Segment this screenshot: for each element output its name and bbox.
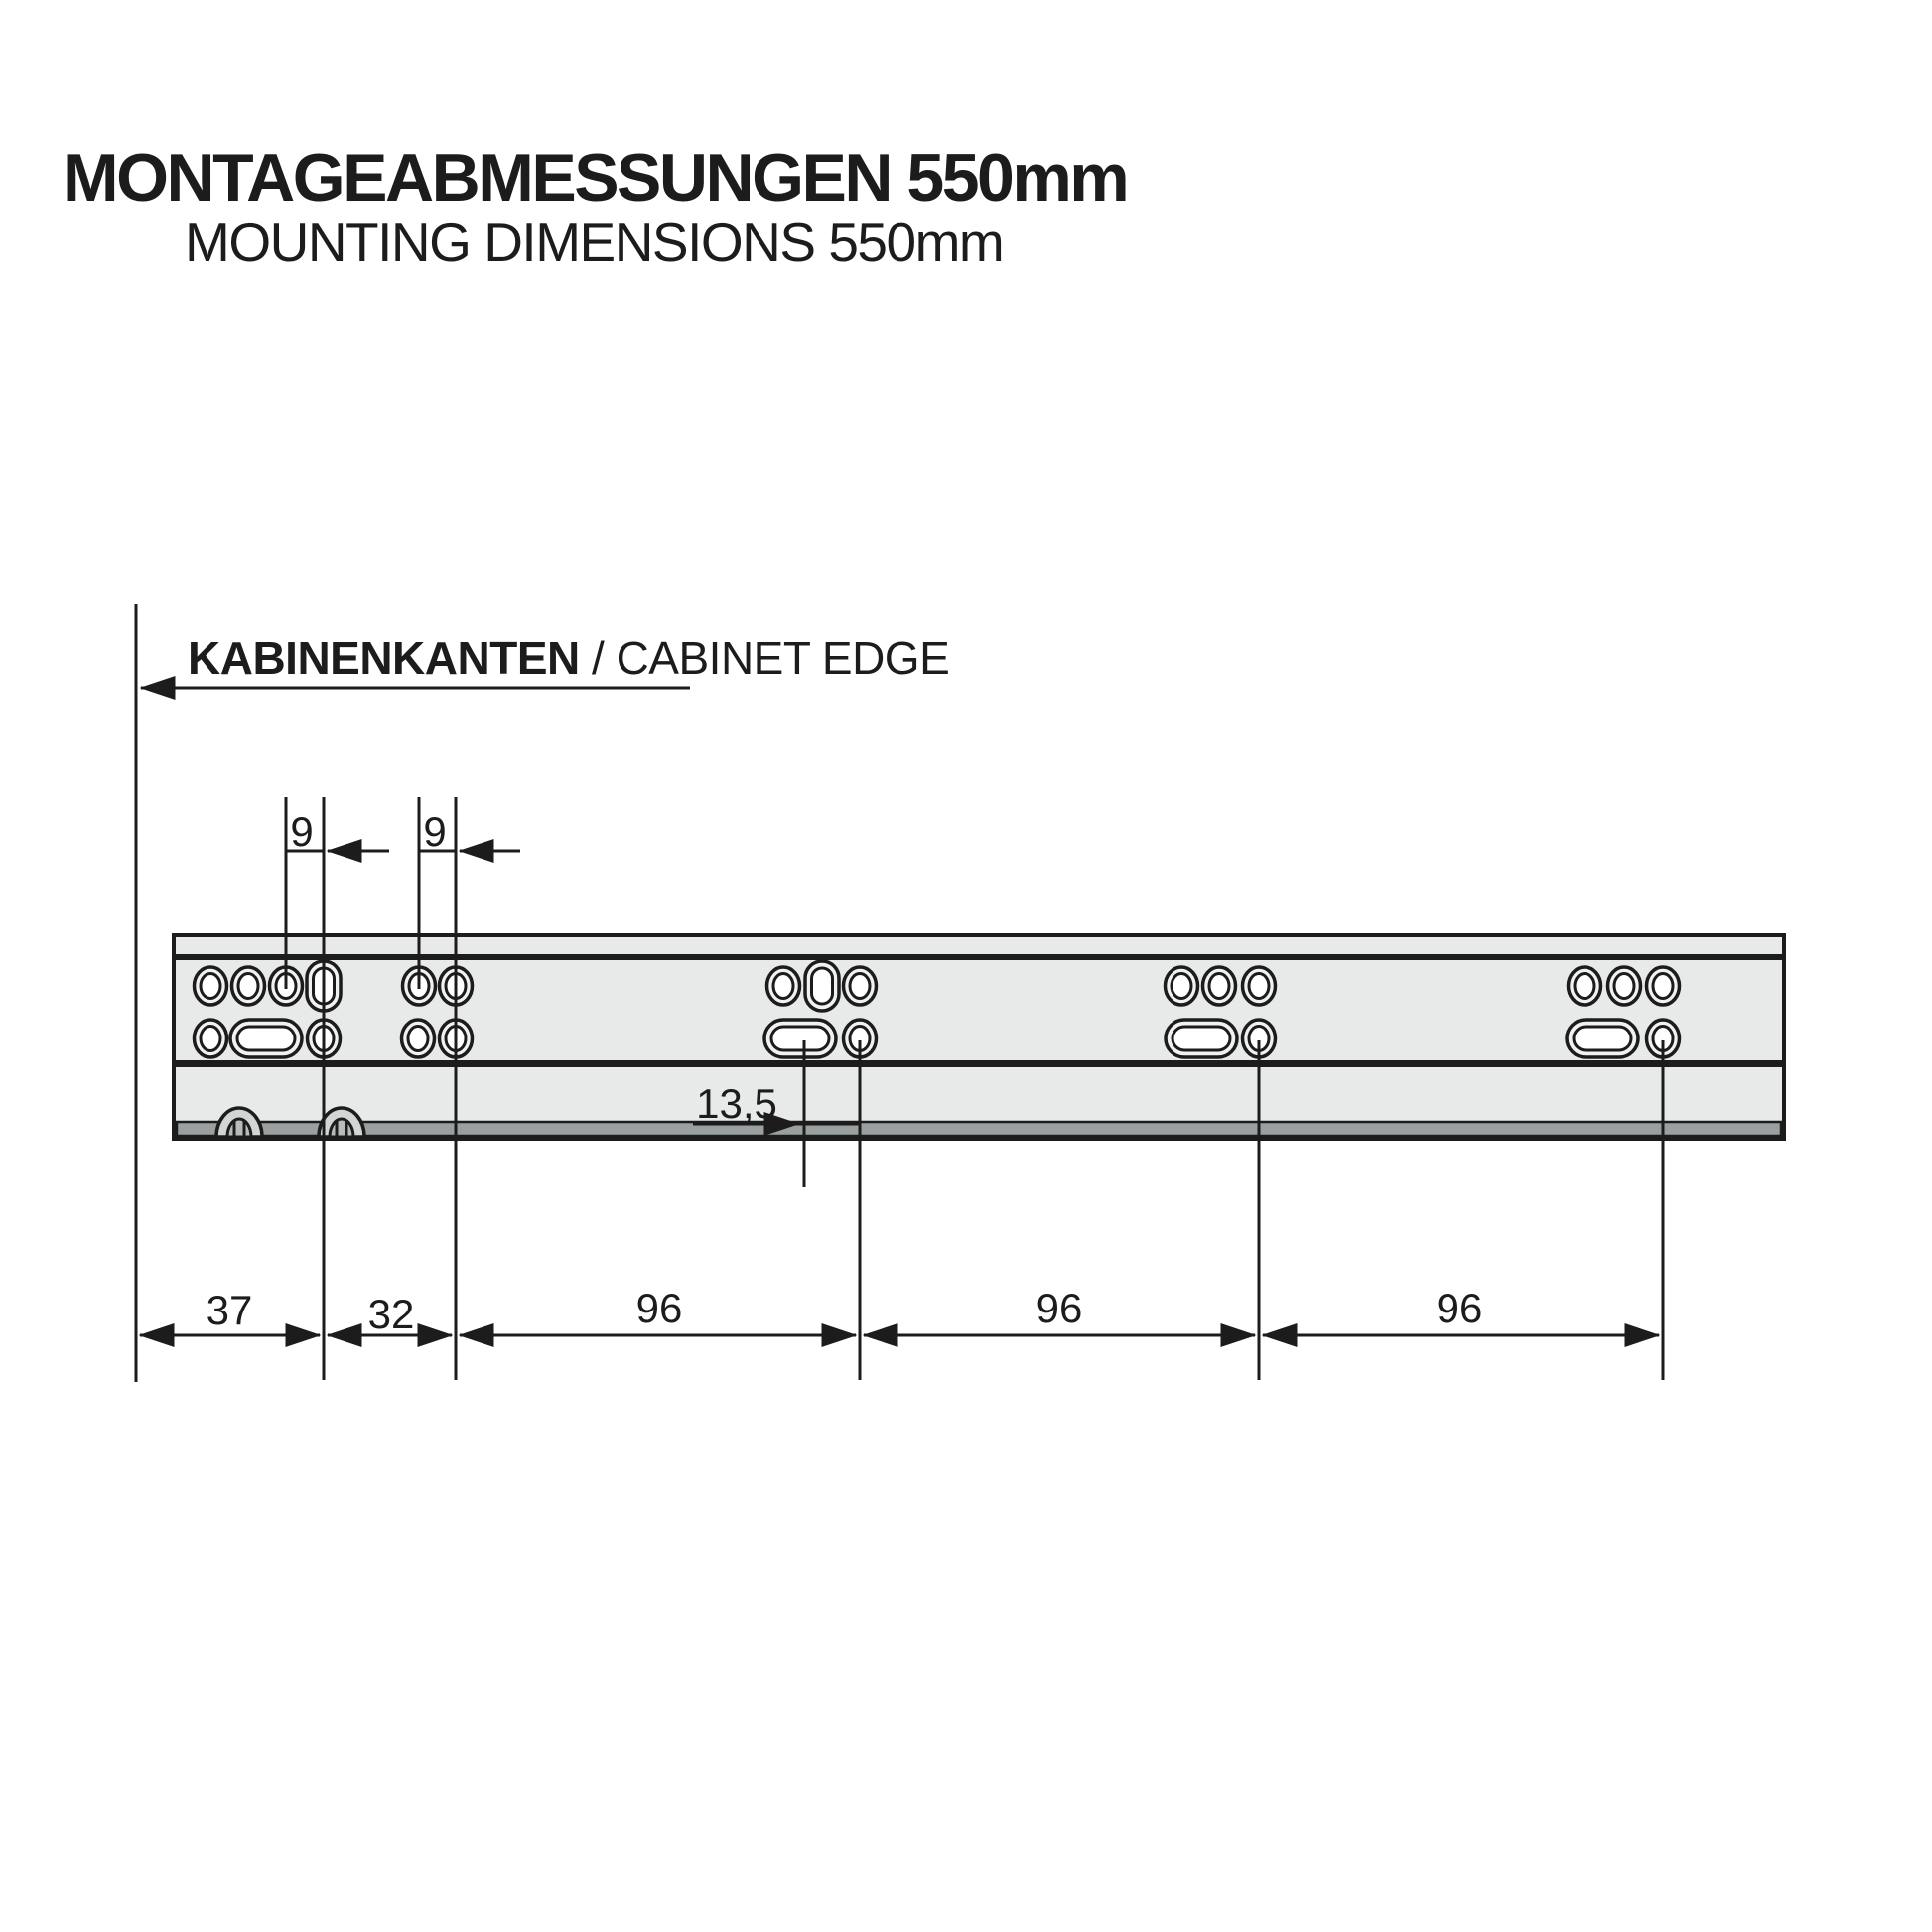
- dim-32-value: 32: [367, 1291, 415, 1337]
- rail-upper-seam: [174, 954, 1784, 960]
- dim-9-right-value: 9: [423, 808, 447, 855]
- cabinet-edge-label-de: KABINENKANTEN: [188, 632, 580, 684]
- dim-9-left-value: 9: [290, 808, 314, 855]
- hole-group-4-top: [1166, 967, 1276, 1005]
- page-subtitle: MOUNTING DIMENSIONS 550mm: [185, 211, 1004, 273]
- rail-bottom-strip: [177, 1122, 1781, 1136]
- dim-37-value: 37: [206, 1287, 253, 1333]
- drawer-slide-rail: [174, 935, 1784, 1139]
- dim-13-5-value: 13,5: [696, 1080, 777, 1127]
- cabinet-edge-label-en: / CABINET EDGE: [579, 632, 950, 684]
- page-title: MONTAGEABMESSUNGEN 550mm: [63, 140, 1128, 215]
- dim-96-value-1: 96: [635, 1285, 683, 1331]
- rail-lower-seam: [174, 1060, 1784, 1067]
- hole-group-1-bottom: [195, 1020, 341, 1057]
- dim-96-value-3: 96: [1436, 1285, 1483, 1331]
- hole-group-5-top: [1569, 967, 1680, 1005]
- hole-group-3-top: [767, 961, 877, 1011]
- dim-96-value-2: 96: [1035, 1285, 1083, 1331]
